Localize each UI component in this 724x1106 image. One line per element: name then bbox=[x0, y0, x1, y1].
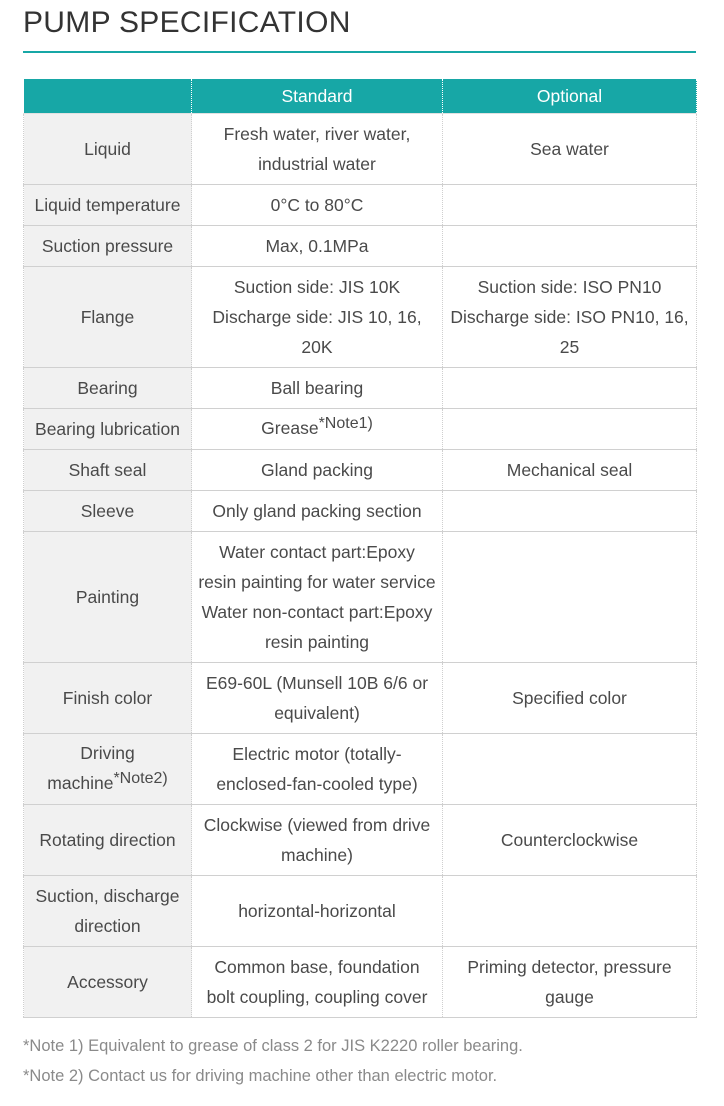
row-label: Bearing bbox=[24, 368, 192, 409]
optional-cell bbox=[443, 409, 697, 450]
optional-cell: Specified color bbox=[443, 663, 697, 734]
table-row bbox=[24, 876, 697, 947]
standard-cell: Only gland packing section bbox=[192, 491, 443, 532]
row-label: Sleeve bbox=[24, 491, 192, 532]
standard-cell: E69-60L (Munsell 10B 6/6 or equivalent) bbox=[192, 663, 443, 734]
table-row bbox=[24, 185, 697, 226]
optional-cell: Mechanical seal bbox=[443, 450, 697, 491]
header-standard: Standard bbox=[192, 79, 443, 114]
table-row bbox=[24, 663, 697, 734]
standard-cell: Clockwise (viewed from drive machine) bbox=[192, 805, 443, 876]
row-label: Bearing lubrication bbox=[24, 409, 192, 450]
row-label: Finish color bbox=[24, 663, 192, 734]
optional-cell bbox=[443, 532, 697, 663]
optional-cell bbox=[443, 185, 697, 226]
standard-cell: Ball bearing bbox=[192, 368, 443, 409]
table-row bbox=[24, 491, 697, 532]
standard-cell: Common base, foundation bolt coupling, coupling cover bbox=[192, 947, 443, 1018]
table-row bbox=[24, 226, 697, 267]
row-label: Accessory bbox=[24, 947, 192, 1018]
row-label: Suction, discharge direction bbox=[24, 876, 192, 947]
standard-cell bbox=[192, 409, 443, 450]
row-label: Painting bbox=[24, 532, 192, 663]
table-row bbox=[24, 450, 697, 491]
row-label: Suction pressure bbox=[24, 226, 192, 267]
note-reference: *Note1) bbox=[318, 415, 373, 432]
optional-cell bbox=[443, 491, 697, 532]
spec-table bbox=[23, 79, 697, 1018]
table-row bbox=[24, 267, 697, 368]
table-row bbox=[24, 409, 697, 450]
optional-cell: Sea water bbox=[443, 114, 697, 185]
footnotes bbox=[23, 1031, 523, 1091]
header-optional: Optional bbox=[443, 79, 697, 114]
title-divider bbox=[23, 51, 696, 53]
row-label: Shaft seal bbox=[24, 450, 192, 491]
standard-cell: horizontal-horizontal bbox=[192, 876, 443, 947]
optional-cell bbox=[443, 368, 697, 409]
standard-cell: Suction side: JIS 10K Discharge side: JIS 10, 16, 20K bbox=[192, 267, 443, 368]
table-row bbox=[24, 734, 697, 805]
footnote-2: *Note 2) Contact us for driving machine other than electric motor. bbox=[23, 1067, 498, 1085]
standard-cell: Max, 0.1MPa bbox=[192, 226, 443, 267]
standard-cell: Fresh water, river water, industrial water bbox=[192, 114, 443, 185]
optional-cell bbox=[443, 734, 697, 805]
optional-cell: Counterclockwise bbox=[443, 805, 697, 876]
standard-cell: 0°C to 80°C bbox=[192, 185, 443, 226]
standard-cell: Water contact part:Epoxy resin painting for water service Water non-contact part:Epoxy resin painting bbox=[192, 532, 443, 663]
standard-cell: Electric motor (totally-enclosed-fan-cooled type) bbox=[192, 734, 443, 805]
row-label: Liquid temperature bbox=[24, 185, 192, 226]
standard-text: Grease bbox=[261, 418, 319, 438]
optional-cell: Priming detector, pressure gauge bbox=[443, 947, 697, 1018]
row-label bbox=[24, 734, 192, 805]
table-row bbox=[24, 532, 697, 663]
standard-cell: Gland packing bbox=[192, 450, 443, 491]
note-reference: *Note2) bbox=[113, 770, 168, 787]
optional-cell bbox=[443, 876, 697, 947]
table-header-row bbox=[24, 79, 697, 114]
row-label-text: Driving machine bbox=[47, 743, 135, 793]
header-blank bbox=[24, 79, 192, 114]
table-row bbox=[24, 947, 697, 1018]
row-label: Liquid bbox=[24, 114, 192, 185]
page-title: PUMP SPECIFICATION bbox=[23, 6, 351, 39]
optional-cell: Suction side: ISO PN10 Discharge side: ISO PN10, 16, 25 bbox=[443, 267, 697, 368]
row-label: Flange bbox=[24, 267, 192, 368]
table-row bbox=[24, 368, 697, 409]
table-row bbox=[24, 114, 697, 185]
row-label: Rotating direction bbox=[24, 805, 192, 876]
footnote-1: *Note 1) Equivalent to grease of class 2 for JIS K2220 roller bearing. bbox=[23, 1037, 523, 1055]
table-row bbox=[24, 805, 697, 876]
optional-cell bbox=[443, 226, 697, 267]
